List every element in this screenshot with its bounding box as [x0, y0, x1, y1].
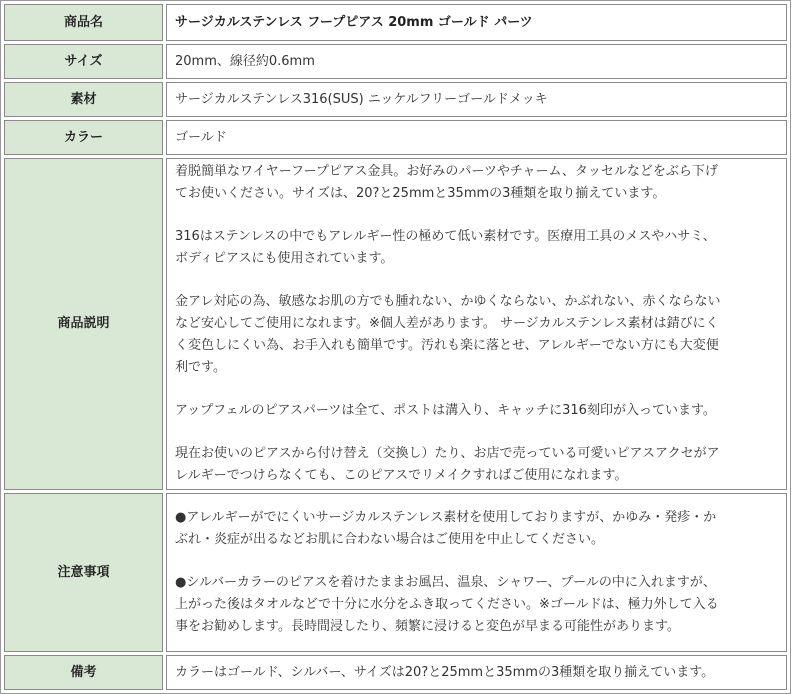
description-paragraph: 着脱簡単なワイヤーフープピアス金具。お好みのパーツやチャーム、タッセルなどをぶら下げ てお使いください。サイズは、20?と25mmと35mmの3種類を取り揃えています。: [175, 164, 718, 201]
spec-value-size: 20mm、線径約0.6mm: [166, 44, 787, 79]
description-paragraph: 金アレ対応の為、敏感なお肌の方でも腫れない、かゆくならない、かぶれない、赤くならない など安心してご使用になれます。※個人差があります。 サージカルステンレス素材は錆びにく く変色しにくい為、お手入れも簡単です。汚れも楽に落とせ、アレルギーでない方にも大変便 利です。: [175, 294, 721, 375]
spec-value-remarks: カラーはゴールド、シルバー、サイズは20?と25mmと35mmの3種類を取り揃えています。: [166, 655, 787, 690]
description-paragraph: 現在お使いのピアスから付け替え（交換し）たり、お店で売っている可愛いピアスアクセがア レルギーでつけらなくても、このピアスでリメイクすればご使用になれます。: [175, 446, 720, 483]
spec-label-name: 商品名: [4, 4, 163, 41]
spec-row-size: [4, 44, 787, 79]
spec-row-description: [4, 158, 787, 490]
caution-paragraph: ●シルバーカラーのピアスを着けたままお風呂、温泉、シャワー、プールの中に入れますが、 上がった後はタオルなどで十分に水分をふき取ってください。※ゴールドは、極力外して入る 事をお勧めします。長時間浸したり、頻繁に浸けると変色が早まる可能性があります。: [175, 575, 719, 634]
spec-row-color: [4, 120, 787, 155]
spec-value-name: サージカルステンレス フープピアス 20mm ゴールド パーツ: [166, 4, 787, 41]
spec-value-description: [166, 158, 787, 490]
description-paragraph: 316はステンレスの中でもアレルギー性の極めて低い素材です。医療用工具のメスやハサミ、 ボディピアスにも使用されています。: [175, 229, 716, 266]
spec-value-color: ゴールド: [166, 120, 787, 155]
description-paragraph: アップフェルのピアスパーツは全て、ポストは溝入り、キャッチに316刻印が入っています。: [175, 403, 716, 418]
spec-label-color: カラー: [4, 120, 163, 155]
caution-paragraph: ●アレルギーがでにくいサージカルステンレス素材を使用しておりますが、かゆみ・発疹・か ぶれ・炎症が出るなどお肌に合わない場合はご使用を中止してください。: [175, 510, 717, 547]
spec-label-remarks: 備考: [4, 655, 163, 690]
spec-row-material: [4, 82, 787, 117]
spec-label-material: 素材: [4, 82, 163, 117]
spec-label-caution: 注意事項: [4, 493, 163, 652]
spec-label-size: サイズ: [4, 44, 163, 79]
spec-row-remarks: [4, 655, 787, 690]
spec-row-caution: [4, 493, 787, 652]
spec-row-name: [4, 4, 787, 41]
spec-value-material: サージカルステンレス316(SUS) ニッケルフリーゴールドメッキ: [166, 82, 787, 117]
spec-value-caution: [166, 493, 787, 652]
spec-label-description: 商品説明: [4, 158, 163, 490]
